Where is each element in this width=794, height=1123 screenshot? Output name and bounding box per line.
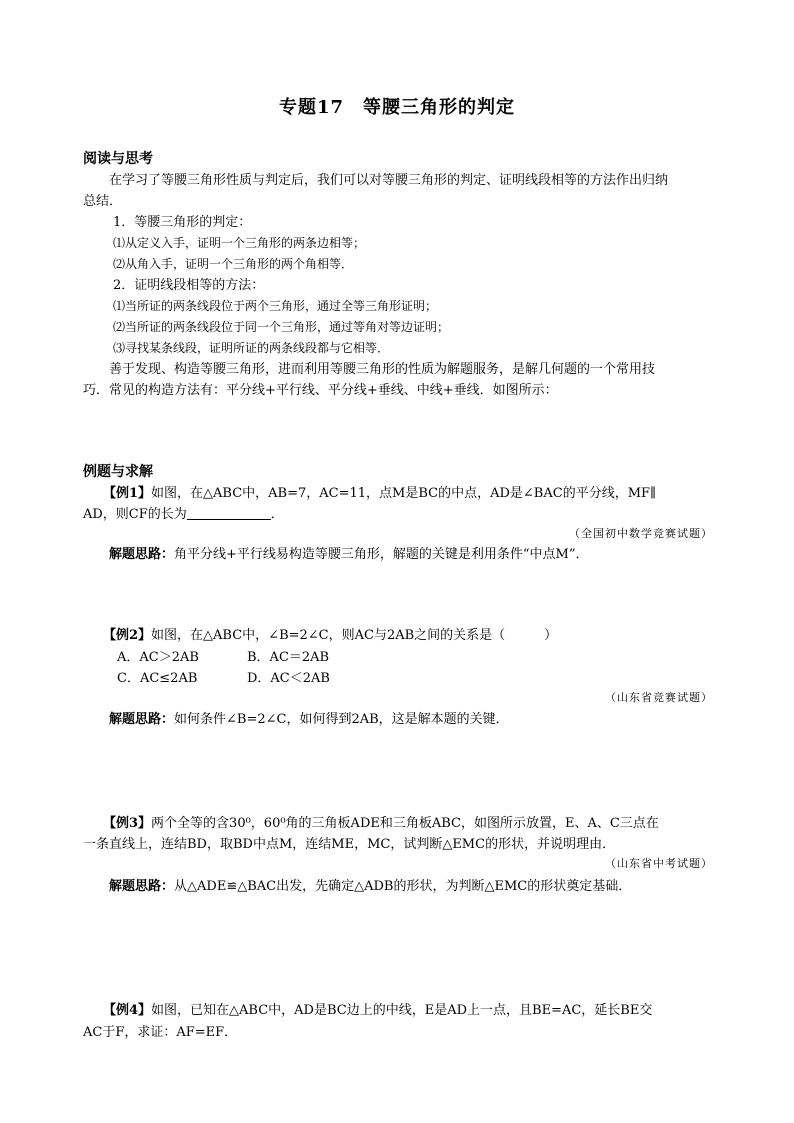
example-4-line-1 — [83, 1000, 713, 1021]
point-1a: ⑴从定义入手，证明一个三角形的两条边相等； — [113, 236, 366, 250]
example-3-source: （山东省中考试题） — [605, 857, 713, 870]
point-2b: ⑵当所证的两条线段位于同一个三角形，通过等角对等边证明； — [113, 320, 450, 334]
option-c: C．AC≤2AB — [117, 671, 198, 686]
example-1-hint — [83, 544, 713, 565]
reading-summary-end: 巧．常见的构造方法有：平分线+平行线、平分线+垂线、中线+垂线．如图所示： — [83, 383, 558, 398]
example-2-line-1 — [83, 625, 713, 646]
example-1-text-2: AD，则CF的长为 — [83, 507, 187, 522]
example-1-source: （全国初中数学竞赛试题） — [569, 527, 713, 540]
example-2-hint-text: 如何条件∠B=2∠C，如何得到2AB，这是解本题的关键． — [174, 712, 509, 727]
example-3-hint-text: 从△ADE≌△BAC出发，先确定△ADB的形状，为判断△EMC的形状奠定基础． — [174, 879, 632, 894]
section-heading-examples: 例题与求解 — [83, 464, 153, 480]
example-4-text-1: 如图，已知在△ABC中，AD是BC边上的中线，E是AD上一点，且BE=AC，延长BE交 — [151, 1003, 653, 1018]
point-1-heading: 1．等腰三角形的判定： — [113, 215, 252, 230]
example-1-end: ． — [270, 507, 284, 522]
example-2-hint — [83, 709, 713, 730]
option-d: D．AC＜2AB — [247, 671, 330, 686]
reading-intro: 在学习了等腰三角形性质与判定后，我们可以对等腰三角形的判定、证明线段相等的方法作出归纳 — [109, 173, 669, 188]
point-2c: ⑶寻找某条线段，证明所证的两条线段都与它相等． — [113, 341, 390, 355]
example-3-hint — [83, 876, 713, 897]
example-4-line-2: AC于F，求证：AF=EF． — [83, 1025, 238, 1040]
example-2-text-1: 如图，在△ABC中，∠B=2∠C，则AC与2AB之间的关系是（ ） — [151, 628, 558, 643]
answer-blank[interactable] — [187, 505, 271, 520]
example-2-hint-label: 解题思路： — [109, 712, 175, 727]
point-2-heading: 2．证明线段相等的方法： — [113, 278, 265, 293]
example-3-text-1: 两个全等的含30⁰，60⁰角的三角板ADE和三角板ABC，如图所示放置，E、A、C三点在 — [151, 816, 659, 831]
example-2-label: 【例2】 — [103, 628, 152, 643]
section-heading-reading: 阅读与思考 — [83, 151, 153, 167]
page-title: 专题17 等腰三角形的判定 — [278, 97, 516, 118]
example-2-source: （山东省竞赛试题） — [605, 691, 713, 704]
example-3-line-1 — [83, 813, 713, 834]
example-4-label: 【例4】 — [103, 1003, 152, 1018]
example-1-label: 【例1】 — [103, 486, 152, 501]
example-3-label: 【例3】 — [103, 816, 152, 831]
point-1b: ⑵从角入手，证明一个三角形的两个角相等． — [113, 257, 354, 271]
example-1-text-1: 如图，在△ABC中，AB=7，AC=11，点M是BC的中点，AD是∠BAC的平分线，MF∥ — [151, 486, 657, 501]
example-3-line-2: 一条直线上，连结BD，取BD中点M，连结ME，MC，试判断△EMC的形状，并说明理由． — [83, 837, 616, 852]
option-b: B．AC＝2AB — [247, 650, 330, 665]
reading-intro-end: 总结． — [83, 194, 123, 209]
option-a: A．AC＞2AB — [117, 650, 199, 665]
example-3-hint-label: 解题思路： — [109, 879, 175, 894]
reading-summary: 善于发现、构造等腰三角形，进而利用等腰三角形的性质为解题服务，是解几何题的一个常用技 — [109, 362, 656, 377]
example-1-hint-text: 角平分线+平行线易构造等腰三角形，解题的关键是利用条件“中点M”． — [174, 547, 589, 562]
example-1-line-1 — [83, 483, 713, 504]
point-2a: ⑴当所证的两条线段位于两个三角形，通过全等三角形证明； — [113, 299, 438, 313]
example-1-line-2 — [83, 504, 713, 525]
example-1-hint-label: 解题思路： — [109, 547, 175, 562]
